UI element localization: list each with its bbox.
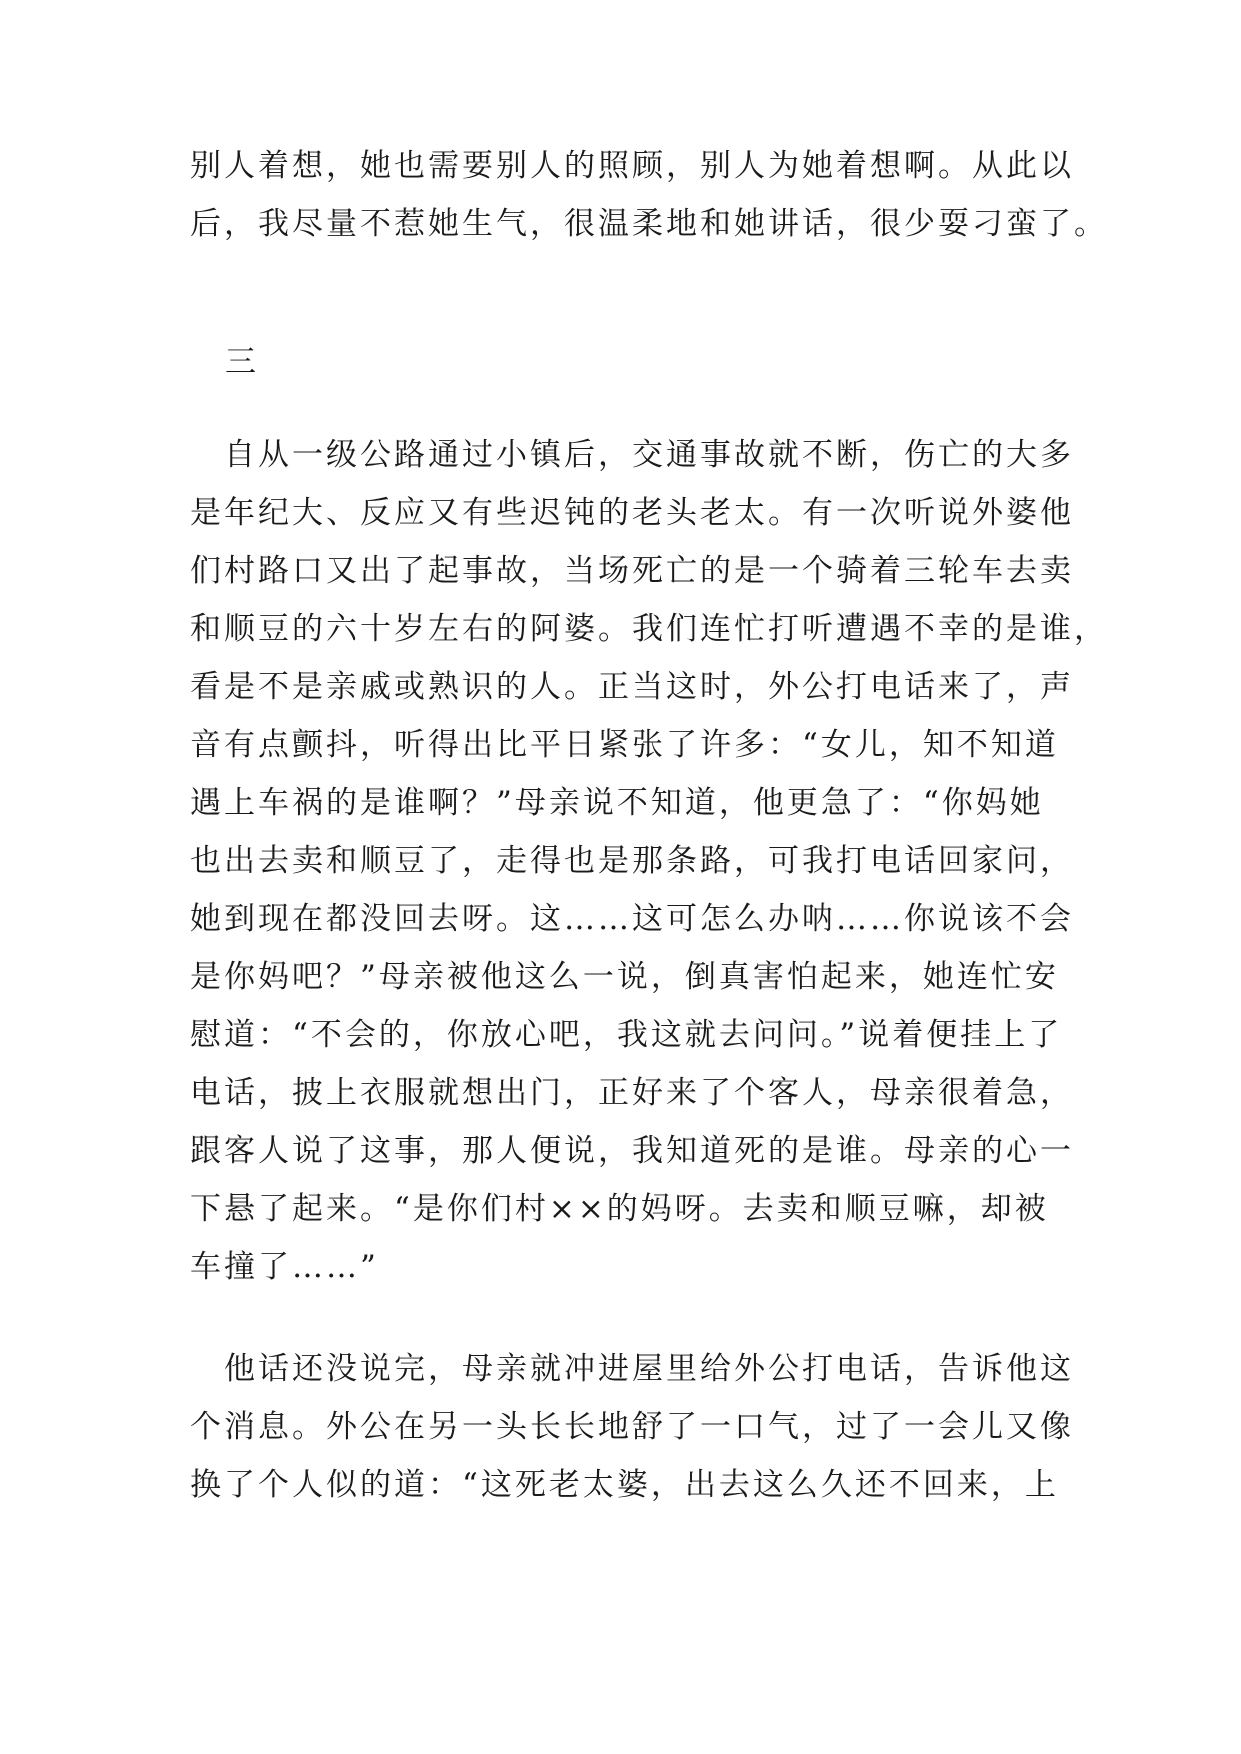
text-line: 电话，披上衣服就想出门，正好来了个客人，母亲很着急，	[190, 1075, 1074, 1111]
text-line: 她到现在都没回去呀。这……这可怎么办呐……你说该不会	[190, 901, 1074, 937]
paragraph-accident	[190, 426, 1108, 1296]
paragraph-continued	[190, 137, 1108, 253]
text-line: 自从一级公路通过小镇后，交通事故就不断，伤亡的大多	[190, 437, 1074, 473]
text-line: 和顺豆的六十岁左右的阿婆。我们连忙打听遭遇不幸的是谁，	[190, 611, 1108, 647]
text-line: 车撞了……”	[190, 1249, 379, 1285]
text-line: 音有点颤抖，听得出比平日紧张了许多：“女儿，知不知道	[190, 727, 1059, 763]
text-line: 们村路口又出了起事故，当场死亡的是一个骑着三轮车去卖	[190, 553, 1074, 589]
text-line: 是年纪大、反应又有些迟钝的老头老太。有一次听说外婆他	[190, 495, 1074, 531]
text-line: 看是不是亲戚或熟识的人。正当这时，外公打电话来了，声	[190, 669, 1074, 705]
text-line: 跟客人说了这事，那人便说，我知道死的是谁。母亲的心一	[190, 1133, 1074, 1169]
text-line: 他话还没说完，母亲就冲进屋里给外公打电话，告诉他这	[190, 1351, 1074, 1387]
text-line: 也出去卖和顺豆了，走得也是那条路，可我打电话回家问，	[190, 843, 1074, 879]
text-line: 慰道：“不会的，你放心吧，我这就去问问。”说着便挂上了	[190, 1017, 1063, 1053]
section-heading: 三	[225, 344, 256, 380]
paragraph-phone-call	[190, 1340, 1074, 1514]
text-line: 别人着想，她也需要别人的照顾，别人为她着想啊。从此以	[190, 148, 1074, 184]
text-line: 换了个人似的道：“这死老太婆，出去这么久还不回来，上	[190, 1467, 1059, 1503]
text-line: 遇上车祸的是谁啊？”母亲说不知道，他更急了：“你妈她	[190, 785, 1044, 821]
text-line: 是你妈吧？”母亲被他这么一说，倒真害怕起来，她连忙安	[190, 959, 1059, 995]
text-line: 个消息。外公在另一头长长地舒了一口气，过了一会儿又像	[190, 1409, 1074, 1445]
text-line: 下悬了起来。“是你们村××的妈呀。去卖和顺豆嘛，却被	[190, 1191, 1049, 1227]
text-line: 后，我尽量不惹她生气，很温柔地和她讲话，很少耍刁蛮了。	[190, 206, 1108, 242]
